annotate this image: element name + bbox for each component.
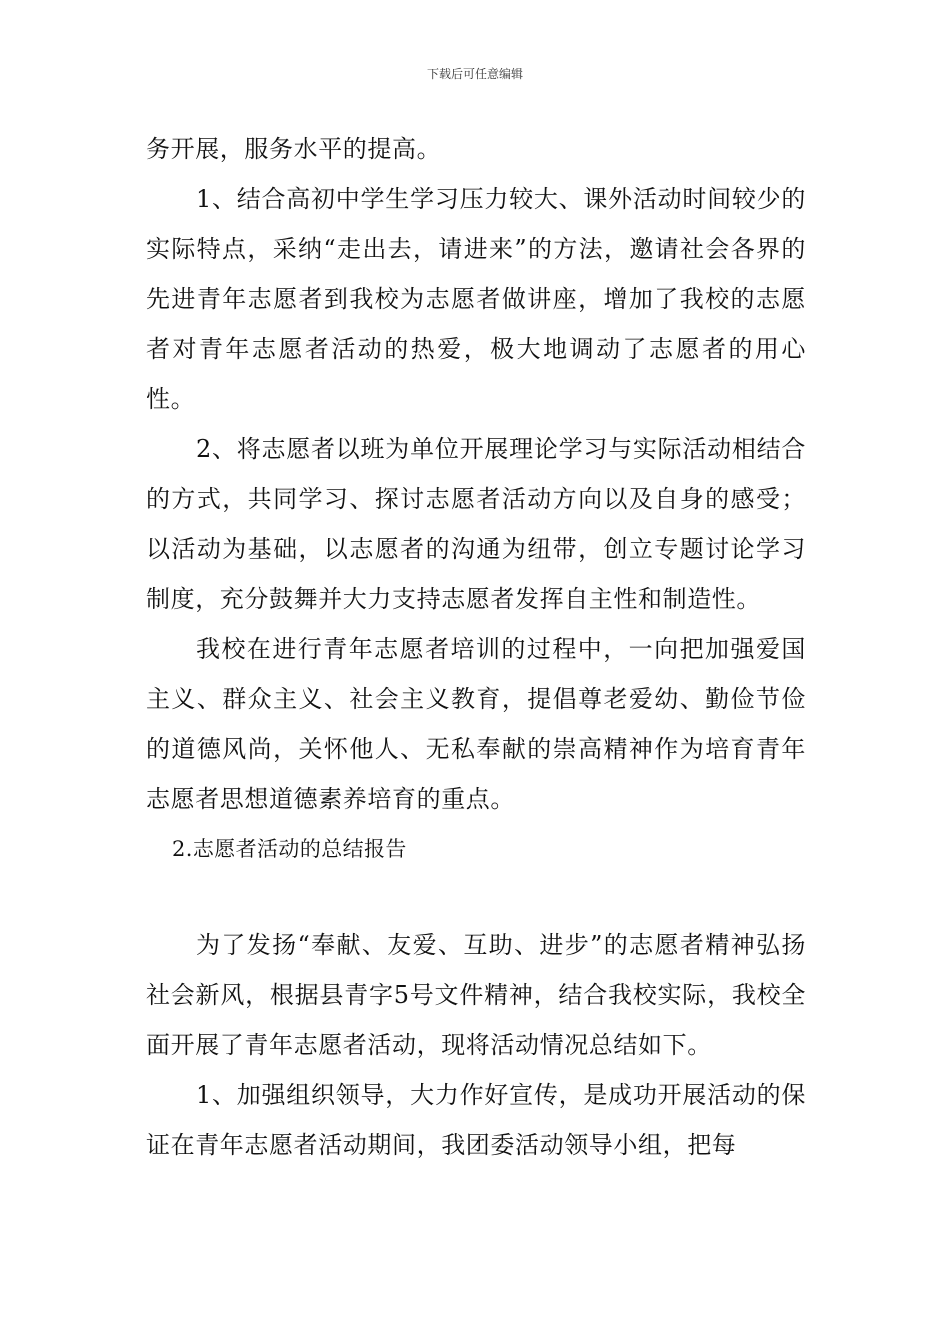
paragraph-item-2: 2、将志愿者以班为单位开展理论学习与实际活动相结合的方式，共同学习、探讨志愿者活动方向以及自身的感受；以活动为基础，以志愿者的沟通为纽带，创立专题讨论学习制度，充分鼓舞并大力支持志愿者发挥自主性和制造性。 [146, 435, 806, 613]
paragraph-item-1: 1、结合高初中学生学习压力较大、课外活动时间较少的实际特点，采纳“走出去，请进来”的方法，邀请社会各界的先进青年志愿者到我校为志愿者做讲座，增加了我校的志愿者对青年志愿者活动的热爱，极大地调动了志愿者的用心性。 [146, 185, 806, 413]
page-header: 下载后可任意编辑 [426, 67, 523, 81]
paragraph-intro: 为了发扬“奉献、友爱、互助、进步”的志愿者精神弘扬社会新风，根据县青字5号文件精神，结合我校实际，我校全面开展了青年志愿者活动，现将活动情况总结如下。 [146, 931, 806, 1059]
document-body [146, 124, 806, 1170]
paragraph-continued: 务开展，服务水平的提高。 [146, 135, 442, 163]
section-spacer [146, 874, 806, 920]
paragraph-organization: 1、加强组织领导，大力作好宣传，是成功开展活动的保证在青年志愿者活动期间，我团委活动领导小组，把每 [146, 1081, 806, 1159]
paragraph-training: 我校在进行青年志愿者培训的过程中，一向把加强爱国主义、群众主义、社会主义教育，提倡尊老爱幼、勤俭节俭的道德风尚，关怀他人、无私奉献的崇高精神作为培育青年志愿者思想道德素养培育的重点。 [146, 635, 806, 813]
section-heading: 2.志愿者活动的总结报告 [172, 837, 407, 861]
